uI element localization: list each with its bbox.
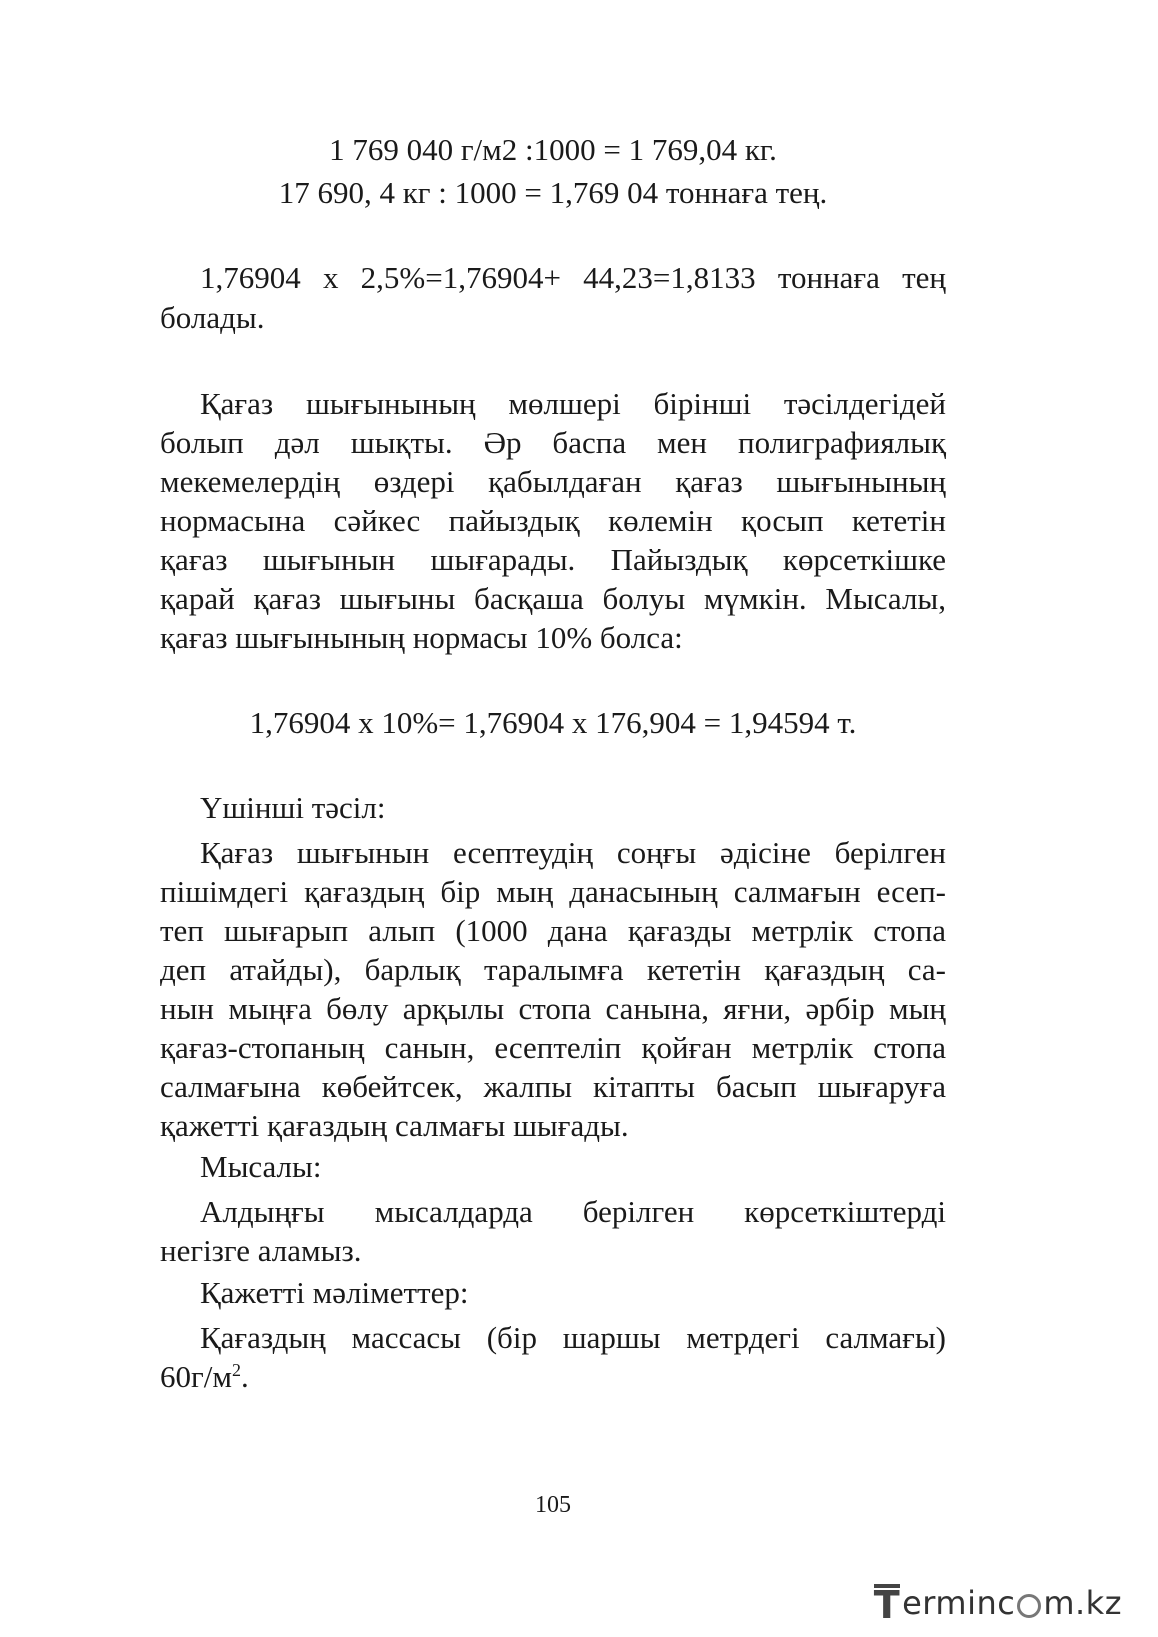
formula-line-1: 1 769 040 г/м2 :1000 = 1 769,04 кг. (329, 132, 777, 167)
paragraph-2-line-4: нормасына сәйкес пайыздық көлемін қосып кететін (160, 503, 946, 538)
page-number: 105 (535, 1492, 571, 1518)
paragraph-3-line-3: теп шығарып алып (1000 дана қағазды метрлік стопа (160, 913, 946, 948)
paragraph-3-line-4: деп атайды), барлық таралымға кететін қағаздың са- (160, 952, 946, 987)
section-title: Үшінші тәсіл: (200, 790, 386, 825)
example-label: Мысалы: (200, 1149, 322, 1184)
required-data-label: Қажетті мәліметтер: (200, 1275, 469, 1310)
watermark-text-part1: erminc (902, 1584, 1016, 1622)
paragraph-3-line-1: Қағаз шығынын есептеудің соңғы әдісіне берілген (200, 835, 946, 870)
paragraph-3-line-2: пішімдегі қағаздың бір мың данасының салмағын есеп- (160, 874, 946, 909)
watermark-t-glyph: T (873, 1583, 901, 1627)
paragraph-2-line-7: қағаз шығынының нормасы 10% болса: (160, 620, 683, 655)
paragraph-4-line-1: Алдыңғы мысалдарда берілген көрсеткіштерді (200, 1194, 946, 1229)
document-page (160, 0, 946, 1637)
paragraph-2-line-1: Қағаз шығынының мөлшері бірінші тәсілдегідей (200, 386, 946, 421)
watermark-text-part2: m.kz (1043, 1584, 1122, 1622)
paragraph-3-line-8: қажетті қағаздың салмағы шығады. (160, 1108, 629, 1143)
paragraph-1-line-1: 1,76904 x 2,5%=1,76904+ 44,23=1,8133 тоннаға тең (200, 260, 946, 295)
paragraph-1-line-2: болады. (160, 300, 265, 335)
paragraph-2-line-3: мекемелердің өздері қабылдаған қағаз шығынының (160, 464, 946, 499)
paragraph-3-line-6: қағаз-стопаның санын, есептеліп қойған метрлік стопа (160, 1030, 946, 1065)
paragraph-4-line-2: негізге аламыз. (160, 1233, 362, 1268)
mass-value: 60г/м (160, 1359, 232, 1394)
paragraph-3-line-7: салмағына көбейтсек, жалпы кітапты басып шығаруға (160, 1069, 946, 1104)
formula-line-2: 17 690, 4 кг : 1000 = 1,769 04 тоннаға тең. (278, 175, 828, 210)
paragraph-2-line-5: қағаз шығынын шығарады. Пайыздық көрсеткішке (160, 542, 946, 577)
paragraph-5-line-2 (160, 1357, 946, 1397)
paragraph-5-line-1: Қағаздың массасы (бір шаршы метрдегі салмағы) (200, 1320, 946, 1355)
paragraph-3-line-5: нын мыңға бөлу арқылы стопа санына, яғни, әрбір мың (160, 991, 946, 1026)
superscript-two: 2 (231, 1360, 241, 1380)
termincom-watermark (874, 1581, 1122, 1625)
paragraph-2-line-2: болып дәл шықты. Әр баспа мен полиграфиялық (160, 425, 946, 460)
paragraph-2-line-6: қарай қағаз шығыны басқаша болуы мүмкін. Мысалы, (160, 581, 946, 616)
formula-line-3: 1,76904 x 10%= 1,76904 x 176,904 = 1,94594 т. (249, 705, 857, 740)
watermark-circle-icon (1017, 1594, 1041, 1618)
period: . (240, 1359, 249, 1394)
